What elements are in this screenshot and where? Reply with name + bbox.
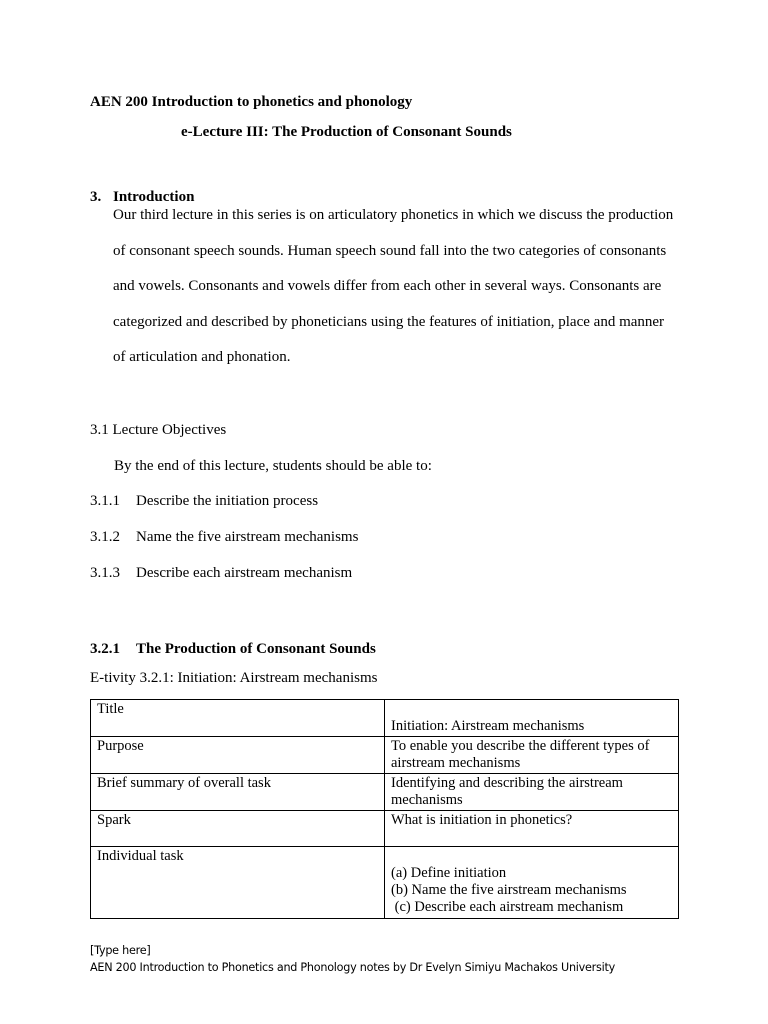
intro-heading: Introduction (113, 189, 195, 205)
table-label-cell: Individual task (91, 847, 385, 919)
intro-line: of consonant speech sounds. Human speech sound fall into the two categories of consonants (113, 243, 667, 259)
intro-line: Our third lecture in this series is on articulatory phonetics in which we discuss the production (113, 207, 674, 223)
table-row (91, 700, 679, 737)
intro-number: 3. (90, 189, 102, 205)
table-row (91, 847, 679, 919)
objectives-intro: By the end of this lecture, students should be able to: (114, 458, 432, 474)
course-title: AEN 200 Introduction to phonetics and phonology (90, 94, 413, 110)
section-number: 3.2.1 (90, 641, 120, 657)
table-row (91, 774, 679, 811)
table-row (91, 811, 679, 847)
objectives-heading: 3.1 Lecture Objectives (90, 422, 227, 438)
section-heading: The Production of Consonant Sounds (136, 641, 376, 657)
intro-line: and vowels. Consonants and vowels differ from each other in several ways. Consonants are (113, 278, 662, 294)
table-value-cell (385, 700, 679, 737)
table-value-cell (385, 774, 679, 811)
objective-text: Describe the initiation process (136, 493, 319, 509)
intro-line: of articulation and phonation. (113, 349, 291, 365)
footer-note: AEN 200 Introduction to Phonetics and Phonology notes by Dr Evelyn Simiyu Machakos University (90, 961, 615, 974)
table-label-cell: Title (91, 700, 385, 737)
table-cell-line: (b) Name the five airstream mechanisms (391, 882, 627, 898)
table-label-cell: Brief summary of overall task (91, 774, 385, 811)
etivity-table (90, 699, 679, 919)
table-cell-line: airstream mechanisms (391, 755, 521, 771)
table-label-cell: Purpose (91, 737, 385, 774)
table-cell-line: What is initiation in phonetics? (391, 812, 573, 828)
table-row (91, 737, 679, 774)
objective-text: Describe each airstream mechanism (136, 565, 353, 581)
table-value-cell (385, 737, 679, 774)
table-cell-line: (c) Describe each airstream mechanism (391, 899, 624, 915)
table-value-cell (385, 847, 679, 919)
intro-line: categorized and described by phoneticians using the features of initiation, place and manner (113, 314, 665, 330)
table-cell-line: mechanisms (391, 792, 463, 808)
objective-text: Name the five airstream mechanisms (136, 529, 359, 545)
table-cell-line: Identifying and describing the airstream (391, 775, 623, 791)
objective-number: 3.1.1 (90, 493, 120, 509)
table-cell-line (391, 848, 672, 865)
table-cell-line: (a) Define initiation (391, 865, 507, 881)
table-value-cell (385, 811, 679, 847)
lecture-title: e-Lecture III: The Production of Consonant Sounds (181, 124, 512, 140)
etivity-title: E-tivity 3.2.1: Initiation: Airstream mechanisms (90, 670, 378, 686)
table-label-cell: Spark (91, 811, 385, 847)
table-cell-line: Initiation: Airstream mechanisms (391, 718, 585, 734)
objective-number: 3.1.2 (90, 529, 120, 545)
objective-number: 3.1.3 (90, 565, 120, 581)
table-cell-line: To enable you describe the different types of (391, 738, 650, 754)
table-cell-line (391, 701, 672, 718)
footer-placeholder: [Type here] (90, 944, 151, 957)
